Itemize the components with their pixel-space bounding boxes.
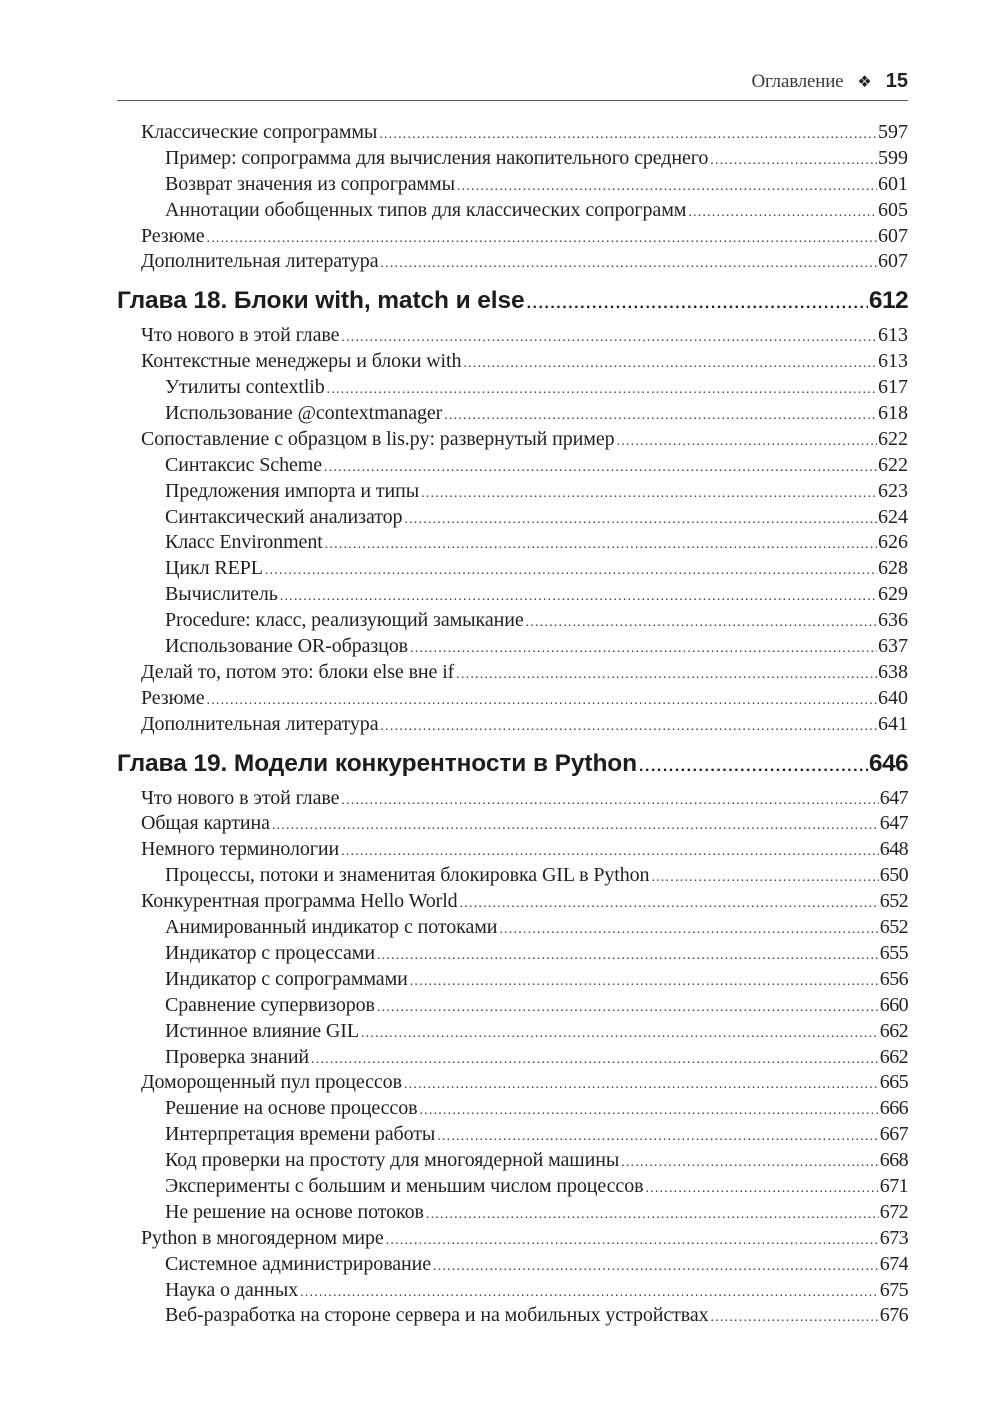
toc-entry-title: Истинное влияние GIL — [165, 1019, 359, 1042]
toc-entry[interactable] — [117, 915, 908, 941]
toc-entry-title: Сравнение супервизоров — [165, 993, 375, 1016]
toc-entry[interactable] — [117, 530, 908, 556]
toc-entry[interactable] — [117, 146, 908, 172]
toc-entry[interactable] — [117, 349, 908, 375]
ornament-icon: ❖ — [857, 72, 872, 91]
toc-entry-page: 656 — [879, 967, 908, 990]
dot-leader — [617, 429, 877, 453]
toc-entry-title: Процессы, потоки и знаменитая блокировка GIL в Python — [165, 864, 650, 887]
toc-entry-page: 672 — [879, 1200, 908, 1223]
dot-leader — [651, 865, 878, 889]
toc-entry-title: Решение на основе процессов — [165, 1097, 418, 1120]
chapter-title: Глава 19. Модели конкурентности в Python — [117, 749, 638, 777]
toc-entry[interactable] — [117, 837, 908, 863]
toc-entry-title: Доморощенный пул процессов — [141, 1071, 402, 1094]
toc-entry[interactable] — [117, 786, 908, 812]
toc-entry-title: Возврат значения из сопрограммы — [165, 172, 455, 195]
toc-entry-title: Резюме — [141, 224, 205, 247]
toc-entry[interactable] — [117, 453, 908, 479]
toc-entry-title: Дополнительная литература — [141, 250, 379, 273]
toc-entry[interactable] — [117, 427, 908, 453]
dot-leader — [499, 917, 878, 941]
toc-entry-title: Контекстные менеджеры и блоки with — [141, 350, 462, 373]
toc-entry[interactable] — [117, 556, 908, 582]
dot-leader — [341, 839, 879, 863]
dot-leader — [710, 148, 877, 172]
toc-entry[interactable] — [117, 1019, 908, 1045]
toc-entry[interactable] — [117, 323, 908, 349]
toc-entry-page: 652 — [879, 916, 908, 939]
toc-entry-page: 641 — [878, 712, 908, 735]
toc-entry[interactable] — [117, 479, 908, 505]
toc-entry[interactable] — [117, 1045, 908, 1071]
dot-leader — [380, 714, 877, 738]
toc-entry-title: Индикатор с процессами — [165, 941, 375, 964]
dot-leader — [272, 813, 879, 837]
dot-leader — [280, 584, 877, 608]
toc-entry-title: Класс Environment — [165, 531, 323, 554]
toc-entry[interactable] — [117, 1174, 908, 1200]
dot-leader — [645, 1176, 878, 1200]
toc-entry[interactable] — [117, 401, 908, 427]
toc-entry-page: 607 — [878, 250, 908, 273]
toc-entry-title: Синтаксис Scheme — [165, 453, 322, 476]
toc-entry-title: Аннотации обобщенных типов для классических сопрограмм — [165, 198, 687, 221]
toc-entry[interactable] — [117, 1070, 908, 1096]
toc-entry-title: Утилиты contextlib — [165, 376, 325, 399]
toc-entry-title: Наука о данных — [165, 1278, 299, 1301]
dot-leader — [444, 403, 877, 427]
toc-entry-page: 652 — [879, 890, 908, 913]
dot-leader — [419, 1098, 878, 1122]
toc-entry[interactable] — [117, 1252, 908, 1278]
toc-entry-page: 647 — [879, 812, 908, 835]
dot-leader — [456, 662, 877, 686]
toc-entry-title: Не решение на основе потоков — [165, 1200, 424, 1223]
toc-entry-title: Сопоставление с образцом в lis.py: развернутый пример — [141, 427, 615, 450]
toc-entry-page: 648 — [879, 838, 908, 861]
dot-leader — [207, 688, 878, 712]
toc-entry-page: 673 — [879, 1226, 908, 1249]
toc-entry-page: 622 — [878, 427, 908, 450]
dot-leader — [433, 1254, 879, 1278]
toc-entry[interactable] — [117, 811, 908, 837]
toc-entry-title: Немного терминологии — [141, 838, 340, 861]
toc-entry[interactable] — [117, 1200, 908, 1226]
toc-entry-title: Проверка знаний — [165, 1045, 310, 1068]
toc-entry-title: Синтаксический анализатор — [165, 505, 403, 528]
dot-leader — [460, 891, 879, 915]
dot-leader — [526, 610, 877, 634]
toc-entry[interactable] — [117, 172, 908, 198]
toc-entry-page: 638 — [878, 660, 908, 683]
toc-entry[interactable] — [117, 249, 908, 275]
table-of-contents — [117, 120, 908, 1329]
chapter-title: Глава 18. Блоки with, match и else — [117, 287, 525, 315]
chapter-page: 646 — [868, 749, 908, 777]
dot-leader — [711, 1305, 879, 1329]
toc-entry-page: 599 — [878, 146, 908, 169]
toc-entry-page: 613 — [878, 324, 908, 347]
toc-entry[interactable] — [117, 1278, 908, 1304]
dot-leader — [311, 1047, 879, 1071]
toc-entry-page: 629 — [878, 583, 908, 606]
toc-entry[interactable] — [117, 224, 908, 250]
dot-leader — [361, 1021, 879, 1045]
toc-entry-page: 675 — [879, 1278, 908, 1301]
toc-entry[interactable] — [117, 686, 908, 712]
toc-entry-page: 666 — [879, 1097, 908, 1120]
toc-entry-page: 613 — [878, 350, 908, 373]
toc-entry-title: Python в многоядерном мире — [141, 1226, 384, 1249]
dot-leader — [437, 1124, 879, 1148]
toc-entry-title: Делай то, потом это: блоки else вне if — [141, 660, 455, 683]
toc-entry[interactable] — [117, 1096, 908, 1122]
toc-entry-page: 617 — [878, 376, 908, 399]
dot-leader — [410, 636, 877, 660]
dot-leader — [688, 200, 877, 224]
dot-leader — [421, 481, 877, 505]
toc-section-carryover — [117, 120, 908, 275]
toc-entry[interactable] — [117, 634, 908, 660]
toc-entry-page: 626 — [878, 531, 908, 554]
toc-entry-title: Что нового в этой главе — [141, 786, 340, 809]
toc-entry[interactable] — [117, 660, 908, 686]
toc-entry-page: 640 — [878, 686, 908, 709]
toc-entry-page: 671 — [879, 1174, 908, 1197]
toc-entry-title: Использование OR-образцов — [165, 635, 409, 658]
dot-leader — [379, 122, 877, 146]
toc-entry-page: 655 — [879, 941, 908, 964]
toc-entry[interactable] — [117, 993, 908, 1019]
toc-entry-page: 667 — [879, 1123, 908, 1146]
toc-entry-page: 660 — [879, 993, 908, 1016]
toc-entry[interactable] — [117, 712, 908, 738]
toc-section-chapter-18 — [117, 283, 908, 737]
toc-entry[interactable] — [117, 505, 908, 531]
toc-entry-page: 668 — [879, 1149, 908, 1172]
dot-leader — [639, 749, 868, 782]
toc-entry[interactable] — [117, 1122, 908, 1148]
page-header — [117, 70, 908, 100]
dot-leader — [377, 943, 879, 967]
toc-entry-title: Предложения импорта и типы — [165, 479, 420, 502]
toc-section-chapter-19 — [117, 746, 908, 1330]
toc-entry[interactable] — [117, 863, 908, 889]
dot-leader — [463, 351, 877, 375]
toc-entry-page: 601 — [878, 172, 908, 195]
toc-entry-title: Анимированный индикатор с потоками — [165, 916, 498, 939]
dot-leader — [265, 558, 877, 582]
dot-leader — [410, 969, 879, 993]
toc-entry-title: Общая картина — [141, 812, 270, 835]
toc-entry-title: Цикл REPL — [165, 557, 263, 580]
toc-entry-title: Индикатор с сопрограммами — [165, 967, 408, 990]
toc-entry[interactable] — [117, 889, 908, 915]
toc-entry-title: Интерпретация времени работы — [165, 1123, 436, 1146]
chapter-heading[interactable] — [117, 283, 908, 319]
dot-leader — [324, 455, 877, 479]
toc-entry-page: 597 — [878, 121, 908, 143]
dot-leader — [621, 1150, 879, 1174]
toc-entry[interactable] — [117, 582, 908, 608]
toc-entry-title: Пример: сопрограмма для вычисления накопительного среднего — [165, 146, 709, 169]
dot-leader — [426, 1202, 879, 1226]
toc-entry-page: 636 — [878, 609, 908, 632]
dot-leader — [380, 251, 877, 275]
page-number: 15 — [885, 70, 908, 92]
toc-entry[interactable] — [117, 967, 908, 993]
dot-leader — [377, 995, 879, 1019]
header-rule — [117, 100, 908, 101]
toc-entry-title: Procedure: класс, реализующий замыкание — [165, 609, 524, 632]
toc-entry[interactable] — [117, 941, 908, 967]
toc-entry[interactable] — [117, 1226, 908, 1252]
toc-entry-page: 624 — [878, 505, 908, 528]
dot-leader — [300, 1280, 879, 1304]
toc-entry-title: Дополнительная литература — [141, 712, 379, 735]
toc-entry-page: 650 — [879, 864, 908, 887]
toc-entry[interactable] — [117, 1148, 908, 1174]
toc-entry-title: Конкурентная программа Hello World — [141, 890, 458, 913]
toc-entry-page: 622 — [878, 453, 908, 476]
toc-entry[interactable] — [117, 1303, 908, 1329]
toc-entry-title: Резюме — [141, 686, 205, 709]
dot-leader — [341, 788, 878, 812]
dot-leader — [457, 174, 877, 198]
toc-entry-title: Вычислитель — [165, 583, 278, 606]
dot-leader — [207, 226, 878, 250]
toc-entry-page: 628 — [878, 557, 908, 580]
toc-entry-title: Использование @contextmanager — [165, 402, 443, 425]
toc-entry-page: 605 — [878, 198, 908, 221]
toc-entry-page: 637 — [878, 635, 908, 658]
dot-leader — [327, 377, 877, 401]
dot-leader — [325, 532, 877, 556]
toc-entry-title: Классические сопрограммы — [141, 121, 378, 143]
toc-entry[interactable] — [117, 120, 908, 146]
chapter-page: 612 — [868, 287, 908, 315]
toc-entry-title: Эксперименты с большим и меньшим числом процессов — [165, 1174, 644, 1197]
toc-entry-title: Веб-разработка на стороне сервера и на мобильных устройствах — [165, 1304, 709, 1327]
chapter-heading[interactable] — [117, 746, 908, 782]
dot-leader — [386, 1228, 879, 1252]
toc-entry-page: 618 — [878, 402, 908, 425]
toc-entry-page: 647 — [879, 786, 908, 809]
toc-entry-page: 623 — [878, 479, 908, 502]
toc-entry-title: Системное администрирование — [165, 1252, 432, 1275]
dot-leader — [404, 507, 877, 531]
toc-entry-page: 676 — [879, 1304, 908, 1327]
toc-entry-page: 662 — [879, 1045, 908, 1068]
dot-leader — [527, 286, 868, 319]
toc-entry[interactable] — [117, 375, 908, 401]
dot-leader — [341, 325, 877, 349]
toc-entry-page: 662 — [879, 1019, 908, 1042]
dot-leader — [404, 1072, 879, 1096]
running-title: Оглавление — [751, 71, 844, 92]
toc-entry[interactable] — [117, 608, 908, 634]
toc-entry-title: Что нового в этой главе — [141, 324, 340, 347]
toc-entry-page: 665 — [879, 1071, 908, 1094]
toc-entry-title: Код проверки на простоту для многоядерной машины — [165, 1149, 620, 1172]
toc-entry[interactable] — [117, 198, 908, 224]
toc-entry-page: 674 — [879, 1252, 908, 1275]
toc-entry-page: 607 — [878, 224, 908, 247]
